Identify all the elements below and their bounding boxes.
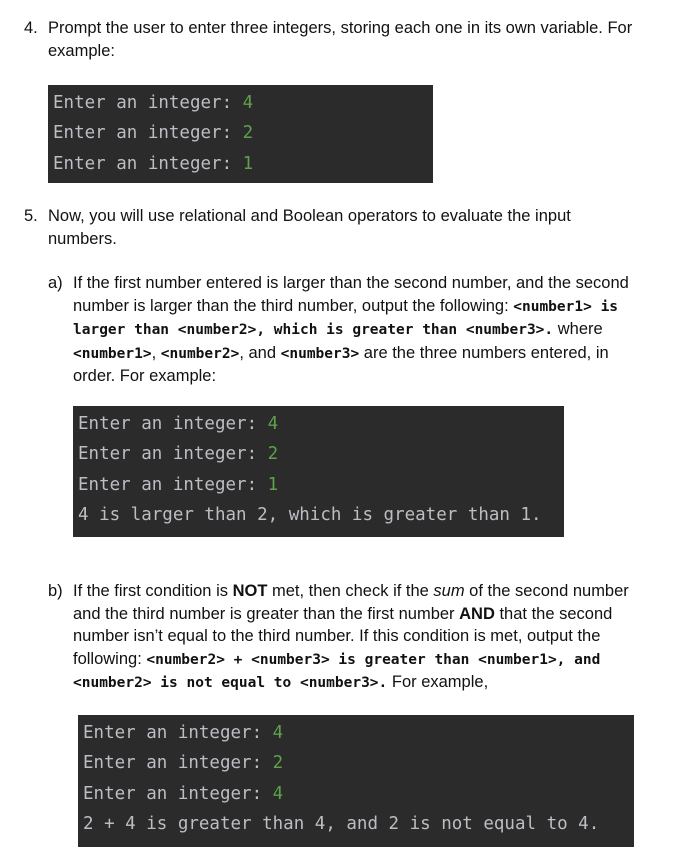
part-b-italic-sum: sum bbox=[433, 582, 465, 600]
part-b-text-5: For example, bbox=[387, 673, 489, 691]
terminal-line bbox=[53, 88, 433, 118]
prompt-text: Enter an integer: bbox=[83, 783, 273, 804]
part-b-text bbox=[73, 580, 653, 695]
part-a-text-3: , bbox=[151, 343, 161, 362]
part-a-code-output: <number1> is larger than <number2>, which is greater than <number3>. bbox=[73, 298, 619, 338]
prompt-text: Enter an integer: bbox=[78, 444, 268, 465]
terminal-line bbox=[78, 470, 564, 500]
input-value: 2 bbox=[272, 753, 284, 774]
terminal-line bbox=[53, 118, 433, 148]
input-value: 1 bbox=[242, 153, 254, 174]
part-a-label: a) bbox=[48, 274, 63, 292]
input-value: 2 bbox=[242, 123, 254, 144]
prompt-text: Enter an integer: bbox=[78, 414, 268, 434]
step-5-number: 5. bbox=[24, 207, 38, 225]
prompt-text: Enter an integer: bbox=[53, 153, 243, 174]
part-b-text-3: of the second number and the third number is greater than the first number bbox=[73, 582, 629, 623]
part-b-text-4: that the second number isn’t equal to the third number. If this condition is met, output the following: bbox=[73, 604, 613, 668]
part-b-code-output: <number2> + <number3> is greater than <number1>, and <number2> is not equal to <number3>. bbox=[73, 651, 601, 691]
input-value: 1 bbox=[267, 474, 279, 495]
terminal-example-1 bbox=[48, 85, 433, 183]
part-b-text-2: met, then check if the bbox=[267, 582, 434, 600]
terminal-example-3 bbox=[78, 715, 634, 847]
prompt-text: Enter an integer: bbox=[83, 723, 273, 743]
terminal-example-2 bbox=[73, 406, 564, 537]
prompt-text: Enter an integer: bbox=[83, 753, 273, 774]
part-b-bold-and: AND bbox=[459, 604, 495, 623]
part-a-text-4: , and bbox=[239, 343, 281, 362]
terminal-output-line: 4 is larger than 2, which is greater than 1. bbox=[78, 505, 542, 526]
terminal-line bbox=[83, 779, 634, 809]
terminal-line bbox=[83, 718, 634, 748]
input-value: 4 bbox=[272, 723, 284, 743]
input-value: 4 bbox=[242, 93, 254, 113]
part-b-text-1: If the first condition is bbox=[73, 582, 233, 600]
step-4-number: 4. bbox=[24, 19, 38, 37]
part-b-label: b) bbox=[48, 582, 63, 600]
input-value: 4 bbox=[272, 783, 284, 804]
input-value: 4 bbox=[267, 414, 279, 434]
part-a-code-number3: <number3> bbox=[280, 345, 360, 362]
step-5-text: Now, you will use relational and Boolean operators to evaluate the input numbers. bbox=[48, 207, 571, 248]
part-a-code-number2: <number2> bbox=[160, 345, 240, 362]
prompt-text: Enter an integer: bbox=[53, 123, 243, 144]
input-value: 2 bbox=[267, 444, 279, 465]
part-a-text bbox=[73, 272, 653, 388]
part-a-code-number1: <number1> bbox=[73, 345, 152, 362]
part-a-text-2: where bbox=[553, 320, 603, 338]
part-a-text-1: If the first number entered is larger than the second number, and the second number is larger than the third number, output the following: bbox=[73, 274, 629, 315]
terminal-output-line: 2 + 4 is greater than 4, and 2 is not equal to 4. bbox=[83, 814, 600, 835]
prompt-text: Enter an integer: bbox=[78, 474, 268, 495]
prompt-text: Enter an integer: bbox=[53, 93, 243, 113]
part-b-bold-not: NOT bbox=[232, 582, 268, 600]
terminal-line bbox=[83, 748, 634, 778]
terminal-line bbox=[78, 409, 564, 439]
terminal-line bbox=[78, 439, 564, 469]
part-a-text-5: are the three numbers entered, in order. For example: bbox=[73, 343, 609, 385]
terminal-line bbox=[53, 149, 433, 179]
step-4-text: Prompt the user to enter three integers, storing each one in its own variable. For example: bbox=[48, 19, 633, 60]
